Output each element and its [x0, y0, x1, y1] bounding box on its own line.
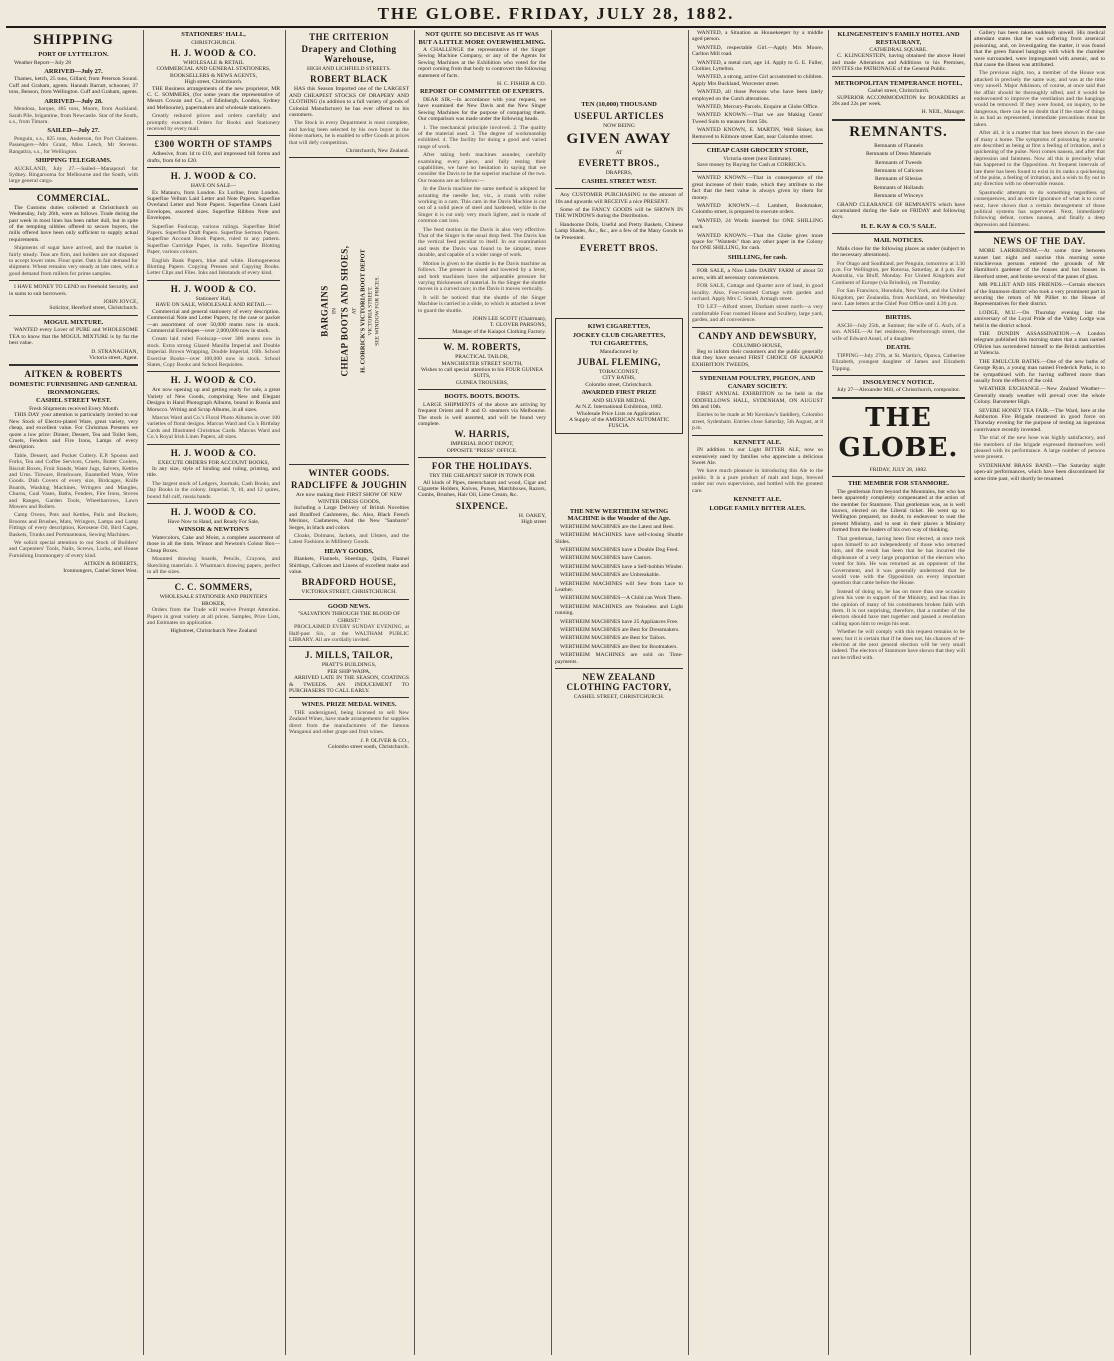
gallery-text: Gallery has been taken suddenly unwell. His medical attendant states that he was suffering from arsenical poisoning, and, on investigating the matter, it was found that the green flannel hangings with which the chamber were surrounded, were impregnated with arsenic, and to that cause the illness was attributed. — [974, 30, 1105, 69]
neil-sign: H. NEIL, Manager. — [921, 109, 965, 116]
wood3-sub: Stationers' Hall, — [195, 295, 232, 302]
kings-street: CATHEDRAL SQUARE. — [869, 47, 928, 53]
roberts-sub2: Wishes to call special attention to his FOUR GUINEA SUITS, — [420, 366, 544, 380]
at-label: AT — [615, 149, 623, 156]
arrived2-text: Mendosa, barque, 485 tons, Moore, from Auckland. Sarah Pile, brigantine, from Newcastle. Star of the South, s.s., from Timaru. — [9, 106, 138, 125]
wertheim-item: WERTHEIM MACHINES are Best for Dressmakers. — [560, 627, 680, 633]
wanted-item: WANTED KNOWN.—That we are Making Gents' Tweed Suits to measure from 50s. — [692, 112, 823, 125]
wanted-known-item: WANTED, 24 Words inserted for ONE SHILLING each. — [692, 217, 823, 231]
news-item-4: THE DUNDIN ASSASSINATION.—A London telegram published this morning states that a man named O'Brien has surrendered himself to the British authorities at Valencia. — [974, 331, 1105, 357]
commercial-filler: Shipments of sugar have arrived, and the market is fairly steady. Teas are firm, and holders are not disposed to accept lower rates. Flour quiet. Oats in fair demand for shipment. Wheat remains very steady at late rates, with a good demand from millers for prime samples. — [9, 245, 138, 277]
wertheim-heading: THE NEW WERTHEIM SEWING MACHINE is the Wonder of the Age. — [567, 507, 671, 523]
aitken-heading: AITKEN & ROBERTS — [24, 369, 123, 380]
stamps-heading: £300 WORTH OF STAMPS — [154, 139, 273, 150]
column-8: Gallery has been taken suddenly unwell. His medical attendant states that he was suffering from arsenical poisoning, and, on investigating the matter, it was found that the green flannel hangings with which the chamber were surrounded, were impregnated with arsenic, and to that cause the illness was attributed. The previous night, too, a member of the House was attacked in precisely the same way, and was at the time very unwell. Major Atkinson, of course, at once said that the affair should be thoroughly sifted, and it would be endeavoured to improve the ventilation and the hangings would be removed. If they were found, on inquiry, to be dangerous, there can be no doubt that if the state of things is as bad as represented, immediate precautions must be taken. After all, it is a matter that has been shown in the case of many a home. The symptoms of poisoning by arsenic are described as being at first a feeling of irritation, and a quickening of the pulse. Next comes nausea, and after that depression and faintness. Now all this is precisely what has happened to the Opposition. At frequent intervals of late there has been found to exist in its ranks a quickening of the pulse, a feeling of irritation, and a wish to fly out in any direction with no observable reason. Spasmodic attempts to do something regardless of consequences, and an entire ignorance of what is to come next, have shown that a certain derangement of those political systems has supervened. Next, immediately following defeat, comes nausea, and finally a deep depression and faintness. NEWS OF THE DAY. MORE LARRIKINISM.—At some time between sunset last night and sunrise this morning some mischievous persons entered the grounds of Mr Hamilton's gardener of the houses and hot houses in Hereford street, and broke several of the panes of glass. MR PILLIET AND HIS FRIENDS.—Certain electors of the Stanmore district who took a very prominent part in securing the return of Mr Pilliet to the House of Representatives for their district. LODGE, M.U.—On Thursday evening last the anniversary of the Loyal Pride of the Valley Lodge was held in the district school. THE DUNDIN ASSASSINATION.—A London telegram published this morning states that a man named O'Brien has surrendered himself to the British authorities at Valencia. THE EMULCUR BATHS.—One of the new baths of George Ryan, a young man named Frederick Parks, is to be sympathised with for having suffered more than usually from the effects of the cold. WEATHER EXCHANGE.—New Zealand Weather—Generally steady weather will prevail over the whole Colony. Barometer High. SEVERE HONEY TEA FAIR.—The Ward, here at the Ashburton Fire Brigade mustered in good force on Thursday evening for the purpose of testing an ingenious contrivance recently invented. The trial of the new hose was highly satisfactory, and the members of the brigade expressed themselves well pleased with its performance. A large number of persons were present. SYDENHAM BRASS BAND.—The Saturday night open-air performances, which have been discontinued for some time past, will shortly be resumed. — [970, 30, 1108, 1355]
heavy-text: Blankets, Flannels, Sheetings, Quilts, Flannel Shirtings, Calicoes and Linens of excellent make and value. — [289, 556, 409, 576]
wertheim-item: WERTHEIM MACHINES have a Double Dog Feed. — [560, 546, 679, 553]
money-sub: Solicitor, Hereford street, Christchurch. — [49, 305, 138, 312]
lodge-heading: LODGE FAMILY BITTER ALES. — [709, 504, 806, 512]
column-4: NOT QUITE SO DECISIVE AS IT WAS BUT A LITTLE MORE OVERWHELMING. A CHALLENGE the representative of the Singer Sewing Machine Company, or any of the Agents for Sewing Machines at the Exhibition who voted for the report coming from that body to controvert the following statement of facts. H. C. FISHER & CO. REPORT OF COMMITTEE OF EXPERTS. DEAR SIR,—In accordance with your request, we have examined the New Davis and the New Singer Sewing Machines for the purpose of comparing them. Our comparison was made under the following heads. 1. The mechanical principle involved. 2. The quality of the material used. 3. The degree of workmanship exhibited. 4. The facility for doing a good and varied range of work. After taking both machines asunder, carefully examining every piece, and fully testing their capabilities, we have no hesitation in saying that we consider the Davis to be the superior machine of the two. Our reasons are as follows:— In the Davis machine the same method is adopted for actuating the needle bar, viz., a crank with roller working in a cam. This cam in the Davis Machine is cut out of a solid piece of steel and hardened, while in the Singer it is cut only very much lighter, and is made of common cast iron. The feed motion in the Davis is also very effective. That of the Singer is the usual drop feed. The Davis has the vertical feed peculiar to itself. In our examination and tests the Davis was found to be simpler, more durable, and capable of a wider range of work. Motion is given to the shuttle in the Davis machine as follows. The presser is raised and lowered by a lever, and both machines have the adjustable pressure for varying thicknesses of material. In the Singer the shuttle moves in a curved race; in the Davis it moves vertically. It will be noticed that the shuttle of the Singer Machine is carried in a slide, to which is attached a lever to guard the shuttle. JOHN LEE SCOTT (Chairman), T. GLOVER PARSONS, Manager of the Kaiapoi Clothing Factory. W. M. ROBERTS, PRACTICAL TAILOR, MANCHESTER STREET SOUTH, Wishes to call special attention to his FOUR GUINEA SUITS, GUINEA TROUSERS, BOOTS. BOOTS. BOOTS. LARGE SHIPMENTS of the above are arriving by frequent Orient and P. and O. steamers via Melbourne. The stock is well assorted, and will be found very complete. W. HARRIS, IMPERIAL BOOT DEPOT, OPPOSITE "PRESS" OFFICE. FOR THE HOLIDAYS. TRY THE CHEAPEST SHOP IN TOWN FOR All kinds of Pipes, meerschaum and wood, Cigar and Cigarette Holders, Knives, Purses, Matchboxes, Razors, Combs, Brushes, Hair Oil, Lime Cream, &c. SIXPENCE. H. OAKEY, High street — [414, 30, 549, 1355]
news-item-5: THE EMULCUR BATHS.—One of the new baths of George Ryan, a young man named Frederick Parks, is to be sympathised with for having suffered more than usually from the effects of the cold. — [974, 358, 1105, 384]
mail-text: Mails close for the following places as under (subject to the necessary alterations). — [832, 245, 965, 259]
wertheim-item: WERTHEIM MACHINES have a Self-bobbin Winder. — [560, 563, 683, 570]
drapers-label: DRAPERS, — [605, 170, 633, 177]
bradford-street: VICTORIA STREET, CHRISTCHURCH. — [301, 589, 397, 596]
winter-heading: WINTER GOODS. — [308, 468, 390, 479]
aitken-subheading: DOMESTIC FURNISHING AND GENERAL IRONMONGERS. — [9, 381, 138, 396]
sale-ad: FOR SALE, a Nice Little DAIRY FARM of about 50 acres, with all necessary conveniences. — [692, 268, 823, 281]
wood4-heading: H. J. WOOD & CO. — [170, 375, 257, 386]
useful-articles: USEFUL ARTICLES — [574, 110, 664, 121]
wood6-heading: H. J. WOOD & CO. — [170, 507, 257, 518]
boots-text: LARGE SHIPMENTS of the above are arriving by frequent Orient and P. and O. steamers via Melbourne. The stock is well assorted, and will be found very complete. — [418, 401, 546, 427]
column-2: STATIONERS' HALL, CHRISTCHURCH. H. J. WOOD & CO. WHOLESALE & RETAIL COMMERCIAL AND GENERAL STATIONERS, BOOKSELLERS & NEWS AGENTS, High street, Christchurch. THE Business arrangements of the new proprietor, MR C. C. SOMMERS, (for some years the representative of Messrs Cowan and Co., of Edinburgh, London, Sydney and Melbourne), papermakers and wholesale stationers. Greatly reduced prices and orders carefully and promptly executed. Orders for Books and Stationery received by every mail. £300 WORTH OF STAMPS Adhesive, from 1d to £10, and impressed bill forms and drafts, from 6d to £20. H. J. WOOD & CO. HAVE ON SALE— Ex Matauru, from London. Ex Lurline, from London. Superfine Vellum Laid Letter and Note Papers. Superfine Overland Letter and Note Papers. Superfine Cream Laid Envelopes, assorted sizes. Superfine Ribbon Note and Envelopes. Superfine Foolscap, various rulings. Superfine Brief Papers. Superfine Draft Papers. Superfine Sermon Papers. Superfine Account Book Papers, ruled to any pattern. Superfine Cartridge Paper, in rolls. Superfine Blotting Paper, various colours. English Bank Papers, blue and white. Homogeneous Blotting Papers. Copying Presses and Copying Books. Letter Clips and Files. Inks and Inkstands of every kind. H. J. WOOD & CO. Stationers' Hall, HAVE ON SALE, WHOLESALE AND RETAIL— Commercial and general stationery of every description. Commercial Note and Letter Papers, by the case or packet—an assortment of over 50,000 reams now in stock. Commercial Envelopes—over 2,000,000 now in stock. Cream laid ruled Foolscap—over 300 reams now in stock. Extra strong Glazed Manilla Imperial and Double Imperial. Brown Wrapping, Double Imperial, 16lb. School Exercise Books—over 100,000 now in stock. School Slates, Copy Books and School Requisites. H. J. WOOD & CO. Are now opening up and getting ready for sale, a great Variety of New Goods, comprising New and Elegant Designs in Hand Photograph Albums, bound in Russia and Morocco. Writing and Scrap Albums, in all sizes. Marcus Ward and Co.'s Floral Photo Albums in over 100 varieties of floral designs. Marcus Ward and Co.'s Birthday Cards and Illustrated Christmas Cards. Marcus Ward and Co.'s Royal Irish Linen Papers, all sizes. H. J. WOOD & CO. EXECUTE ORDERS FOR ACCOUNT BOOKS, In any size, style of binding and ruling, printing, and title. The largest stock of Ledgers, Journals, Cash Books, and Day Books in the colony. Imperial, 9, 10, and 12 quires, bound full calf, russia bands. H. J. WOOD & CO. Have Now to Hand, and Ready For Sale, WINSOR & NEWTON'S Watercolors, Cake and Moist, a complete assortment of those in all the tints. Winsor and Newton's Colour Box—Cheap Boxes. Mounted drawing boards, Pencils, Crayons, and Sketching materials. J. Whatman's drawing papers, perfect in all the sizes. C. C. SOMMERS, WHOLESALE STATIONER AND PRINTER'S BROKER, Orders from the Trade will receive Prompt Attention. Papers in great variety at all prices. Samples, Price Lists, and Estimates on application. Highstreet, Christchurch New Zealand — [143, 30, 283, 1355]
cigarette-ad: KIWI CIGARETTES, JOCKEY CLUB CIGARETTES, TUI CIGARETTES, Manufactured by JUBAL FLEMING, TOBACCONIST, CITY BATHS, Colombo street, Christchurch. AWARDED FIRST PRIZE AND SILVER MEDAL At N.Z. International Exhibition, 1882. Wholesale Price Lists on Application. A Supply of the AMERICAN AUTOMATIC FUSCIA. — [555, 318, 683, 434]
black-sign: Christchurch, New Zealand. — [345, 148, 409, 155]
wood3-text: Commercial and general stationery of every description. Commercial Note and Letter Papers, by the case or packet—an assortment of over 50,000 reams now in stock. Commercial Envelopes—over 2,000,000 now in stock. — [147, 308, 280, 334]
roberts-street: MANCHESTER STREET SOUTH, — [441, 360, 523, 367]
commercial-heading: COMMERCIAL. — [36, 192, 111, 203]
news-item-2: MR PILLIET AND HIS FRIENDS.—Certain electors of the Stanmore district who took a very prominent part in securing the return of Mr Pilliet to the House of Representatives for their district. — [974, 282, 1105, 308]
wertheim-item: WERTHEIM MACHINES have self-closing Shuttle Slides. — [555, 532, 683, 545]
news-heading: NEWS OF THE DAY. — [993, 236, 1086, 247]
sydenham-text: FIRST ANNUAL EXHIBITION to be held in the ODDFELLOWS HALL, SYDENHAM, ON AUGUST 9th and 10th. — [692, 391, 823, 411]
wood-text: THE Business arrangements of the new proprietor, MR C. C. SOMMERS, (for some years the representative of Messrs Cowan and Co., of Edinburgh, London, Sydney and Melbourne), papermakers and wholesale stationers. — [147, 85, 280, 111]
remnants-item: Remnants of Calicoes — [873, 167, 924, 174]
remnants-item: Remnants of Dress Materials — [865, 151, 932, 158]
kennett-heading: KENNETT ALE. — [733, 438, 782, 446]
parsons-sub: Manager of the Kaiapoi Clothing Factory. — [452, 328, 546, 335]
wanted-item: WANTED, all those Persons who have been lately employed on the Cutch alterations. — [692, 89, 823, 102]
stamps-text: Adhesive, from 1d to £10, and impressed bill forms and drafts, from 6d to £20. — [147, 151, 280, 164]
member-heading: THE MEMBER FOR STANMORE. — [848, 480, 949, 488]
insolvency-heading: INSOLVENCY NOTICE. — [862, 378, 935, 386]
sailed-heading: SAILED—July 27. — [47, 127, 100, 135]
remnants-item: Remnants of Tweeds — [875, 159, 922, 166]
arrived2-heading: ARRIVED—July 28. — [44, 97, 103, 105]
wood5-heading: H. J. WOOD & CO. — [170, 447, 257, 458]
wood2-text: Ex Matauru, from London. Ex Lurline, from London. Superfine Vellum Laid Letter and Note Papers. Superfine Overland Letter and Note Papers. Superfine Cream Laid Envelopes, assorted sizes. Superfine Ribbon Note and Envelopes. — [147, 189, 280, 222]
nz-clothing-street: CASHEL STREET, CHRISTCHURCH. — [573, 694, 665, 701]
arrived-heading: ARRIVED—July 27. — [44, 67, 103, 75]
wertheim-item: WERTHEIM MACHINES are Best for Tailors. — [560, 635, 667, 642]
straughan-sub: Victoria street, Agent. — [88, 355, 138, 361]
column-5 — [551, 30, 686, 1355]
wertheim-item: WERTHEIM MACHINES are Noiseless and Light running. — [555, 603, 683, 617]
metropolitan-heading: METROPOLITAN TEMPERANCE HOTEL, — [834, 79, 963, 87]
telegrams-heading: SHIPPING TELEGRAMS. — [35, 157, 112, 165]
wanted-list — [692, 30, 823, 140]
sommers-street: Highstreet, Christchurch New Zealand — [170, 628, 257, 635]
the-globe-title: THE GLOBE. — [838, 402, 959, 463]
aitken-sign-sub: Ironmongers, Cashel Street West. — [63, 567, 138, 574]
parsons-sign: T. GLOVER PARSONS, — [490, 322, 546, 329]
black-heading: ROBERT BLACK — [310, 74, 388, 85]
commercial-text: The Customs duties collected at Christchurch on Wednesday, July 26th, were as follows. Trade during the past week in most lines has been rather dull, but in spite of the tempting nibbles offered to secure buyers, the mills offered have been only sufficient to supply actual requirements. — [9, 204, 138, 243]
boots-heading: BOOTS. BOOTS. BOOTS. — [444, 393, 520, 401]
wood-sub2: COMMERCIAL AND GENERAL STATIONERS, — [156, 66, 271, 73]
cheap-grocery-heading: CHEAP CASH GROCERY STORE, — [706, 147, 809, 155]
column-6: WANTED, a Situation as Housekeeper by a middle aged person. WANTED, respectable Girl.—Apply Mrs Moore, Carlton Mill road. WANTED, a metal cart, age 14. Apply to G. E. Fuller, Clothier, Lyttelton. WANTED, a strong, active Girl accustomed to children. Apply Mrs Buckland, Worcester street. WANTED, all those Persons who have been lately employed on the Cutch alterations. WANTED, Mercury-Parcels. Enquire at Globe Office. WANTED KNOWN.—That we are Making Gents' Tweed Suits to measure from 50s. WANTED KNOWN, E. MARTIN, Well Sinker, has Removed to Kilmore street East, near Colombo street. CHEAP CASH GROCERY STORE, Victoria street (next Estimate). Save money by Buying for Cash at CORRICK's. WANTED KNOWN.—That in consequence of the great increase of their trade, which they attribute to the fact that the best value is always given by them for money. WANTED KNOWN.—J. Lambert, Bookmaker, Colombo street, is prepared to execute orders. WANTED, 24 Words inserted for ONE SHILLING each. WANTED KNOWN.—That the Globe gives more space for "Wanteds" than any other paper in the Colony for ONE SHILLING, for cash. SHILLING, for cash. FOR SALE, a Nice Little DAIRY FARM of about 50 acres, with all necessary conveniences. FOR SALE, Cottage and Quarter acre of land, in good locality. Also, Four-roomed Cottage with garden and orchard. Apply Mrs C. Smith, Armagh street. TO LET—Alford street, Durham street north—a very comfortable Four roomed House and Scullery, large yard, garden, and all convenience. CANDY AND DEWSBURY, COLUMBO HOUSE, Beg to inform their customers and the public generally that they have secured FIRST CHOICE OF KAIAPOI EXHIBITION TWEEDS, SYDENHAM POULTRY, PIGEON, AND CANARY SOCIETY. FIRST ANNUAL EXHIBITION to be held in the ODDFELLOWS HALL, SYDENHAM, ON AUGUST 9th and 10th. Entries to be made at Mr Kershaw's Saddlery, Colombo street, Sydenham. Entries close Saturday, 5th August, at 8 p.m. KENNETT ALE. IN addition to our Light BITTER ALE, now so extensively used by families who appreciate a delicious Sweet Ale. We have much pleasure in introducing this Ale to the public. It is a pure product of malt and hops, brewed under our own supervision, and bottled with the greatest care. KENNETT ALE. LODGE FAMILY BITTER ALES. — [688, 30, 826, 1355]
aitken-filler: Table, Dessert, and Pocket Cutlery. E.P. Spoons and Forks, Tea and Coffee Services, Cruets, Butter Coolers, Biscuit Boxes, Fruit Stands, Water Jugs, Salvers, Kettles and Urns. Tinware, Brushware, Enamelled Ware, Wire Goods. Dish Covers of every size, Birdcages, Knife Boards, Washing Machines, Wringers and Mangles, Churns, Coal Vases, Baths, Fenders, Fire Irons, Stoves and Ranges, Garden Tools, Wheelbarrows, Lawn Mowers and Rollers. — [9, 452, 138, 510]
remnants-item: Remnants of Winceys — [873, 193, 924, 200]
corrick-depot: H. CORRICK'S VICTORIA BOOT DEPOT — [359, 249, 367, 374]
stationers-city: CHRISTCHURCH. — [191, 39, 236, 46]
wines-sign-sub: Colombo street south, Christchurch. — [328, 743, 409, 750]
kennett-text: IN addition to our Light BITTER ALE, now so extensively used by families who appreciate a delicious Sweet Ale. — [692, 447, 823, 466]
masthead: THE GLOBE. FRIDAY, JULY 28, 1882. — [6, 4, 1106, 28]
harris-street: OPPOSITE "PRESS" OFFICE. — [446, 447, 518, 454]
insolvency-text: July 27—Alexander Mill, of Christchurch, compositor. — [837, 387, 961, 394]
known-list — [692, 175, 823, 251]
wertheim-item: WERTHEIM MACHINES have Castors. — [560, 555, 652, 562]
wood-heading: H. J. WOOD & CO. — [170, 47, 257, 58]
cheap-grocery-text: Save money by Buying for Cash at CORRICK's. — [697, 162, 807, 168]
wanted-item: WANTED KNOWN, E. MARTIN, Well Sinker, has Removed to Kilmore street East, near Colombo street. — [692, 127, 823, 140]
remnants-item: Remnants of Silesias — [875, 176, 922, 183]
holidays-heading: FOR THE HOLIDAYS. — [431, 461, 533, 472]
news-item-6: WEATHER EXCHANGE.—New Zealand Weather—Generally steady weather will prevail over the whole Colony. Barometer High. — [974, 386, 1105, 406]
births-heading: BIRTHS. — [885, 314, 912, 322]
oakey-street: High street — [521, 519, 546, 526]
stationers-hall: STATIONERS' HALL, — [181, 31, 246, 38]
wanted-item: WANTED, a metal cart, age 14. Apply to G. E. Fuller, Clothier, Lyttelton. — [692, 59, 823, 73]
money-name: JOHN JOYCE, — [103, 299, 138, 306]
weather-report: Weather Report—July 28 — [14, 59, 72, 66]
holidays-sub: TRY THE CHEAPEST SHOP IN TOWN FOR — [429, 473, 535, 480]
aitken-fresh: Fresh Shipments received Every Month — [29, 405, 118, 412]
wertheim-item: WERTHEIM MACHINES are Best for Bootmakers. — [560, 643, 678, 650]
wines-heading: WINES. PRIZE MEDAL WINES. — [301, 701, 397, 709]
wanted-known-item: WANTED KNOWN.—That in consequence of the great increase of their trade, which they attribute to the fact that the best value is always given by them for money. — [692, 175, 823, 201]
wood-sub3: BOOKSELLERS & NEWS AGENTS, — [169, 72, 258, 79]
aitken-sign: AITKEN & ROBERTS, — [83, 561, 138, 568]
klingenstein-text: C. KLINGENSTEIN, having obtained the above Hotel and made Alterations and Additions to his Premises, INVITES the PATRONAGE of the General Public. — [832, 53, 965, 73]
column-1: SHIPPING PORT OF LYTTELTON. Weather Report—July 28 ARRIVED—July 27. Thames, ketch, 25 tons, Gillard, from Peterson Sound. Cuff and Graham, agents. Hannah Barratt, schooner, 37 tons, Benson, from Wellington. Cuff and Graham, agents. ARRIVED—July 28. Mendosa, barque, 485 tons, Moore, from Auckland. Sarah Pile, brigantine, from Newcastle. Star of the South, s.s., from Timaru. SAILED—July 27. Penguin, s.s., 825 tons, Anderson, for Port Chalmers. Passengers—Mrs Grant, Miss Leech, Mr Stevens. Rangatira, s.s., for Wellington. SHIPPING TELEGRAMS. AUCKLAND, July 27.—Sailed—Manapouri for Sydney. Ringarooma for Melbourne and the South, with large general cargo. COMMERCIAL. The Customs duties collected at Christchurch on Wednesday, July 26th, were as follows. Trade during the past week in most lines has been rather dull, but in spite of the tempting nibbles offered to secure buyers, the mills offered have been only sufficient to supply actual requirements. Shipments of sugar have arrived, and the market is fairly steady. Teas are firm, and holders are not disposed to accept lower rates. Flour quiet. Oats in fair demand for shipment. Wheat remains very steady at late rates, with a good demand from millers for prime samples. I HAVE MONEY TO LEND on Freehold Security, and in sums to suit borrowers. JOHN JOYCE, Solicitor, Hereford street, Christchurch. MOGUL MIXTURE. WANTED every Lover of PURE and WHOLESOME TEA to know that the MOGUL MIXTURE is by far the best value. D. STRANAGHAN, Victoria street, Agent. AITKEN & ROBERTS DOMESTIC FURNISHING AND GENERAL IRONMONGERS. CASHEL STREET WEST. Fresh Shipments received Every Month THIS DAY your attention is particularly invited to our New Stock of Electro-plated Ware, great variety, very cheap, and excellent value. For Christmas Presents we quote a low price: Dinner, Dessert, Tea and Toilet Sets, Cruets, Fenders and Fire Irons, Lamps of every description. Table, Dessert, and Pocket Cutlery. E.P. Spoons and Forks, Tea and Coffee Services, Cruets, Butter Coolers, Biscuit Boxes, Fruit Stands, Water Jugs, Salvers, Kettles and Urns. Tinware, Brushware, Enamelled Ware, Wire Goods. Dish Covers of every size, Birdcages, Knife Boards, Washing Machines, Wringers and Mangles, Churns, Coal Vases, Baths, Fenders, Fire Irons, Stoves and Ranges, Garden Tools, Wheelbarrows, Lawn Mowers and Rollers. Camp Ovens, Pots and Kettles, Pails and Buckets, Brooms and Brushes, Mats, Wringers, Lamps and Lamp Fittings of every description, Kerosene Oil, Bird Cages, Baskets, Trunks and Portmanteaus, Sewing Machines. We solicit special attention to our Stock of Builders' and Carpenters' Tools, Nails, Screws, Locks, and House Furnishing Ironmongery of every kind. AITKEN & ROBERTS, Ironmongers, Cashel Street West. — [9, 32, 138, 574]
remnants-item: Remnants of Flannels — [874, 142, 923, 149]
wanted-item: WANTED, a strong, active Girl accustomed to children. Apply Mrs Buckland, Worcester street. — [692, 74, 823, 87]
everett-heading-2: EVERETT BROS. — [579, 243, 659, 254]
wanted-known-item: WANTED KNOWN.—That the Globe gives more space for "Wanteds" than any other paper in the Colony for ONE SHILLING, for cash. — [692, 232, 823, 252]
radcliffe-sub: Are now making their FIRST SHOW OF NEW WINTER DRESS GOODS, — [295, 492, 403, 505]
criterion-street: HIGH AND LICHFIELD STREETS. — [307, 66, 391, 72]
kay-sale: H. E. KAY & CO.'S SALE. — [860, 222, 937, 230]
wood5-sub: EXECUTE ORDERS FOR ACCOUNT BOOKS, — [157, 459, 269, 466]
good-news: GOOD NEWS. — [327, 602, 371, 610]
wertheim-item: WERTHEIM MACHINES are sold on Time-payments. — [555, 652, 683, 665]
wood5-text: In any size, style of binding and ruling, printing, and title. — [147, 466, 280, 479]
remnants-heading: REMNANTS. — [849, 123, 948, 140]
globe-date: FRIDAY, JULY 28, 1882. — [869, 466, 928, 473]
heavy-heading: HEAVY GOODS, — [324, 547, 374, 555]
boot-depot-ad: BARGAINS IN CHEAP BOOTS AND SHOES, AT H. CORRICK'S VICTORIA BOOT DEPOT VICTORIA STREET. SEE WINDOW FOR PRICES. — [289, 161, 409, 461]
wood4-text: Are now opening up and getting ready for sale, a great Variety of New Goods, comprising New and Elegant Designs in Hand Photograph Albums, bound in Russia and Morocco. Writing and Scrap Albums, in all sizes. — [147, 387, 280, 413]
testimonial-text: DEAR SIR,—In accordance with your request, we have examined the New Davis and the New Singer Sewing Machines for the purpose of comparing them. Our comparison was made under the following heads. — [418, 96, 546, 123]
jubal-fleming: JUBAL FLEMING, — [577, 356, 661, 367]
criterion-heading: THE CRITERION — [309, 32, 389, 42]
wertheim-item: WERTHEIM MACHINES—A Child can Work Them. — [560, 595, 683, 602]
column-7: KLINGENSTEIN'S FAMILY HOTEL AND RESTAURANT, CATHEDRAL SQUARE. C. KLINGENSTEIN, having obtained the above Hotel and made Alterations and Additions to his Premises, INVITES the PATRONAGE of the General Public. METROPOLITAN TEMPERANCE HOTEL, Cashel street, Christchurch. SUPERIOR ACCOMMODATION for BOARDERS at 20s and 22s per week. H. NEIL, Manager. REMNANTS. Remnants of Flannels Remnants of Dress Materials Remnants of Tweeds Remnants of Calicoes Remnants of Silesias Remnants of Hollands Remnants of Winceys GRAND CLEARANCE OF REMNANTS which have accumulated during the Sale on FRIDAY and following days. H. E. KAY & CO.'S SALE. MAIL NOTICES. Mails close for the following places as under (subject to the necessary alterations). For Otago and Southland, per Penguin, tomorrow at 3.30 p.m. For Wellington, per Rotorua, Saturday, at 4 p.m. For Australia, via Bluff, Monday. For United Kingdom and Continent of Europe (via Brindisi), on Thursday. For San Francisco, Honolulu, New York, and the United Kingdom, per Zealandia, from Auckland, on Wednesday next. Late letters at the Chief Post Office until 4.30 p.m. BIRTHS. ASCH—July 25th, at Sumner, the wife of G. Asch, of a son. ANSEL—At her residence, Peterborough street, the wife of Edward Ansel, of a daughter. DEATH. TIPPING—July 27th, at St. Martin's, Opawa, Catherine Elizabeth, youngest daughter of James and Elizabeth Tipping. INSOLVENCY NOTICE. July 27—Alexander Mill, of Christchurch, compositor. THE GLOBE. FRIDAY, JULY 28, 1882. THE MEMBER FOR STANMORE. The gentleman from beyond the Mountains, but who has been apparently completely compensated at the action of the member for Stanmore. That gentleman was, as is well known, elected on the Liberal ticket. He went up to Wellington prepared, no doubt, to endeavour to oust the present Ministry, and to seat in their places a Ministry formed from the leaders of his own way of thinking. That gentleman, having been first elected, at once took upon himself to act independently of those who returned him, and the result has been that he has incurred the displeasure of a very large proportion of the electors who voted for him. He was returned as an opponent of the Government, and it was generally understood that he would vote with the Opposition on every important question that came before the House. Instead of doing so, he has on more than one occasion given his vote in support of the Ministry, and has thus in the opinion of many of his constituents broken faith with them. It is not surprising, therefore, that a number of the electors should have met together and passed a resolution calling upon him to resign his seat. Whether he will comply with this request remains to be seen; but it is certain that if he does not, his chances of re-election at the next general election will be very small indeed. The electors of Stanmore have shown that they will not be trifled with. — [828, 30, 968, 1355]
harris-sub: IMPERIAL BOOT DEPOT, — [450, 441, 514, 448]
wanted-item: WANTED, respectable Girl.—Apply Mrs Moore, Carlton Mill road. — [692, 44, 823, 58]
winsor-heading: WINSOR & NEWTON'S — [178, 526, 249, 534]
mogul-text: WANTED every Lover of PURE and WHOLESOME TEA to know that the MOGUL MIXTURE is by far the best value. — [9, 327, 138, 347]
news-item-1: MORE LARRIKINISM.—At some time between sunset last night and sunrise this morning some mischievous persons entered the grounds of Mr Hamilton's gardener of the houses and hot houses in Hereford street, and broke several of the panes of glass. — [974, 248, 1105, 280]
sailed-text: Penguin, s.s., 825 tons, Anderson, for Port Chalmers. Passengers—Mrs Grant, Miss Leech, Mr Stevens. Rangatira, s.s., for Wellington. — [9, 135, 138, 155]
telegrams-text: AUCKLAND, July 27.—Sailed—Manapouri for Sydney. Ringarooma for Melbourne and the South, with large general cargo. — [9, 165, 138, 185]
wood2-heading: H. J. WOOD & CO. — [170, 171, 257, 182]
wanted-item: WANTED, a Situation as Housekeeper by a middle aged person. — [692, 30, 823, 43]
fisher-sign: H. C. FISHER & CO. — [497, 81, 546, 88]
news-item-7: SEVERE HONEY TEA FAIR.—The Ward, here at the Ashburton Fire Brigade mustered in good force on Thursday evening for the purpose of testing an ingenious contrivance recently invented. — [974, 407, 1105, 433]
challenge-top: NOT QUITE SO DECISIVE AS IT WAS BUT A LITTLE MORE OVERWHELMING. — [418, 31, 546, 46]
sixpence-heading: SIXPENCE. — [455, 500, 509, 511]
salvation: "SALVATION THROUGH THE BLOOD OF CHRIST." — [297, 611, 401, 624]
wood-sub: WHOLESALE & RETAIL — [183, 59, 244, 66]
wanted-item: WANTED, Mercury-Parcels. Enquire at Globe Office. — [697, 104, 819, 111]
given-away: GIVEN AWAY — [566, 130, 672, 147]
wertheim-item: WERTHEIM MACHINES will Sew from Lace to Leather. — [555, 580, 683, 593]
aitken-text: THIS DAY your attention is particularly invited to our New Stock of Electro-plated Ware, great variety, very cheap, and excellent value. For Christmas Presents we quote a low price: Dinner, Dessert, Tea and Toilet Sets, Cruets, Fenders and Fire Irons, Lamps of every description. — [9, 412, 138, 451]
wines-sign: J. P. OLIVER & CO., — [360, 737, 409, 744]
kennett-heading-2: KENNETT ALE. — [733, 496, 782, 504]
newspaper-page — [6, 30, 1108, 1355]
challenge-text: A CHALLENGE the representative of the Singer Sewing Machine Company, or any of the Agents for Sewing Machines at the Exhibition who voted for the report coming from that body to controvert the following statement of facts. — [418, 47, 546, 79]
wood6-sub: Have Now to Hand, and Ready For Sale, — [167, 519, 260, 526]
lee-sign: JOHN LEE SCOTT (Chairman), — [472, 315, 546, 322]
roberts-sub3: GUINEA TROUSERS, — [455, 379, 509, 386]
sommers-sub: WHOLESALE STATIONER AND PRINTER'S BROKER, — [159, 594, 268, 607]
customer-text: Any CUSTOMER PURCHASING to the amount of 10s and upwards will RECEIVE a nice PRESENT. — [555, 192, 683, 205]
remnants-item: Remnants of Hollands — [873, 184, 924, 191]
column-3: THE CRITERION Drapery and Clothing Warehouse, HIGH AND LICHFIELD STREETS. ROBERT BLACK HAS this Season Imported one of the LARGEST AND CHEAPEST STOCKS OF DRAPERY AND CLOTHING (in addition to a full variety of goods of Colonial Manufacture) he has ever offered to his customers. The Stock in every Department is most complete, and having been selected by his own buyer in the Home markets, he is enabled to offer Goods at prices that will defy competition. Christchurch, New Zealand. BARGAINS IN CHEAP BOOTS AND SHOES, AT H. CORRICK'S VICTORIA BOOT DEPOT VICTORIA STREET. SEE WINDOW FOR PRICES. WINTER GOODS. RADCLIFFE & JOUGHIN Are now making their FIRST SHOW OF NEW WINTER DRESS GOODS, Including a Large Delivery of British Novelties and Bradford Cashmeres, &c. Also, Black French Merinos, Cashmeres, And the New "Sanbarre" Serges, in black and colors. Cloaks, Dolmans, Jackets, and Ulsters, and the Latest Fashions in Millinery Goods. HEAVY GOODS, Blankets, Flannels, Sheetings, Quilts, Flannel Shirtings, Calicoes and Linens of excellent make and value. BRADFORD HOUSE, VICTORIA STREET, CHRISTCHURCH. GOOD NEWS. "SALVATION THROUGH THE BLOOD OF CHRIST." PROCLAIMED EVERY SUNDAY EVENING, at Half-past Six, at the WALTHAM PUBLIC LIBRARY. All are cordially invited. J. MILLS, TAILOR, PRATT'S BUILDINGS, PER SHIP WAIPA, ARRIVED LATE IN THE SEASON, COATINGS & TWEEDS. AN INDUCEMENT TO PURCHASERS TO CALL EARLY. WINES. PRIZE MEDAL WINES. THE undersigned, being licensed to sell New Zealand Wines, have made arrangements for supplies direct from the manufacturers of the famous Wanganui and other grape and fruit wines. J. P. OLIVER & CO., Colombo street south, Christchurch. — [285, 30, 412, 1355]
grand-clearance: GRAND CLEARANCE OF REMNANTS which have accumulated during the Sale on FRIDAY and following days. — [832, 201, 965, 221]
candy-sub: COLUMBO HOUSE, — [732, 342, 783, 349]
roberts-sub: PRACTICAL TAILOR, — [455, 354, 509, 361]
mail-heading: MAIL NOTICES. — [873, 237, 924, 245]
cashel-street: CASHEL STREET WEST. — [581, 177, 657, 185]
holidays-text: All kinds of Pipes, meerschaum and wood, Cigar and Cigarette Holders, Knives, Purses, Matchboxes, Razors, Combs, Brushes, Hair Oil, Lime Cream, &c. — [418, 479, 546, 499]
shipping-heading: SHIPPING — [33, 32, 114, 48]
wood2-sub: HAVE ON SALE— — [190, 183, 237, 190]
straughan-name: D. STRANAGHAN, — [91, 348, 138, 355]
cheap-boots-heading: CHEAP BOOTS AND SHOES, — [339, 245, 350, 377]
wertheim-item: WERTHEIM MACHINES have 25 Appliances Free. — [560, 618, 679, 625]
roberts-heading: W. M. ROBERTS, — [443, 342, 521, 353]
winsor-text: Watercolors, Cake and Moist, a complete assortment of those in all the tints. Winsor and Newton's Colour Box—Cheap Boxes. — [147, 534, 280, 554]
wood3-heading: H. J. WOOD & CO. — [170, 283, 257, 294]
now-being: NOW BEING — [603, 122, 635, 129]
harris-heading: W. HARRIS, — [454, 429, 510, 440]
news-item-3: LODGE, M.U.—On Thursday evening last the anniversary of the Loyal Pride of the Valley Lodge was held in the district school. — [974, 309, 1105, 329]
criterion-sub: Drapery and Clothing Warehouse, — [301, 44, 397, 64]
death-heading: DEATH. — [886, 344, 911, 352]
dolls-text: Handsome Dolls, Useful and Pretty Baskets, Chinese Lamp Shades, &c., &c., are a few of the Many Goods to be Presented. — [555, 221, 683, 241]
superior-text: SUPERIOR ACCOMMODATION for BOARDERS at 20s and 22s per week. — [832, 94, 965, 107]
ten-thousand: TEN (10,000) THOUSAND — [581, 101, 657, 108]
shilling-label: SHILLING, for cash. — [727, 253, 788, 261]
radcliffe-heading: RADCLIFFE & JOUGHIN — [290, 480, 407, 491]
member-text: The gentleman from beyond the Mountains, but who has been apparently completely compensated at the action of the member for Stanmore. That gentleman was, as is well known, elected on the Liberal ticket. He went up to Wellington prepared, no doubt, to endeavour to oust the present Ministry, and to seat in their places a Ministry formed from the leaders of his own way of thinking. — [832, 488, 965, 534]
aitken-street: CASHEL STREET WEST. — [36, 397, 111, 405]
cheap-grocery-street: Victoria street (next Estimate). — [723, 155, 792, 162]
sommers-heading: C. C. SOMMERS, — [174, 582, 253, 593]
port-heading: PORT OF LYTTELTON. — [38, 51, 109, 58]
mills-heading: J. MILLS, TAILOR, — [305, 650, 393, 661]
wanted-known-item: WANTED KNOWN.—J. Lambert, Bookmaker, Colombo street, is prepared to execute orders. — [692, 203, 823, 216]
wertheim-item: WERTHEIM MACHINES are Unbreakable. — [560, 572, 661, 579]
fancy-text: Some of the FANCY GOODS will be SHOWN IN THE WINDOWS during the Distribution. — [555, 207, 683, 220]
mills-sub2: PER SHIP WAIPA, — [327, 668, 371, 675]
news-item-8: SYDENHAM BRASS BAND.—The Saturday night open-air performances, which have been discontinued for some time past, will shortly be resumed. — [974, 462, 1105, 482]
metropolitan-street: Cashel street, Christchurch. — [867, 88, 930, 95]
nz-clothing-heading: NEW ZEALAND CLOTHING FACTORY, — [566, 672, 672, 693]
mills-sub: PRATT'S BUILDINGS, — [321, 662, 377, 669]
black-text: HAS this Season Imported one of the LARGEST AND CHEAPEST STOCKS OF DRAPERY AND CLOTHING (in addition to a full variety of goods of Colonial Manufacture) he has ever offered to his customers. — [289, 86, 409, 119]
kings-heading: KLINGENSTEIN'S FAMILY HOTEL AND RESTAURANT, — [837, 31, 960, 46]
sydenham-heading: SYDENHAM POULTRY, PIGEON, AND CANARY SOCIETY. — [699, 375, 816, 390]
radcliffe-text: Including a Large Delivery of British Novelties and Bradford Cashmeres, &c. Also, Black French Merinos, Cashmeres, And the New "Sanbarre" Serges, in black and colors. — [289, 505, 409, 531]
arrived-text: Thames, ketch, 25 tons, Gillard, from Peterson Sound. Cuff and Graham, agents. Hannah Barratt, schooner, 37 tons, Benson, from Wellington. Cuff and Graham, agents. — [9, 76, 138, 96]
candy-heading: CANDY AND DEWSBURY, — [698, 330, 817, 341]
money-ad: I HAVE MONEY TO LEND on Freehold Security, and in sums to suit borrowers. — [9, 284, 138, 297]
mills-text: ARRIVED LATE IN THE SEASON, COATINGS & TWEEDS. AN INDUCEMENT TO PURCHASERS TO CALL EARLY. — [289, 675, 409, 694]
bradford-heading: BRADFORD HOUSE, — [301, 577, 397, 588]
everett-heading: EVERETT BROS., — [578, 158, 660, 169]
remnants-list — [832, 143, 965, 200]
wood3-sub2: HAVE ON SALE, WHOLESALE AND RETAIL— — [155, 302, 272, 309]
testimonial-heading: REPORT OF COMMITTEE OF EXPERTS. — [419, 88, 545, 96]
bargains-heading: BARGAINS — [319, 285, 330, 338]
mogul-heading: MOGUL MIXTURE. — [43, 318, 104, 326]
wertheim-item: WERTHEIM MACHINES are the Latest and Best. — [560, 523, 675, 530]
oakey-sign: H. OAKEY, — [518, 512, 546, 519]
candy-text: Beg to inform their customers and the public generally that they have secured FIRST CHOICE OF KAIAPOI EXHIBITION TWEEDS, — [692, 349, 823, 368]
wertheim-list — [555, 524, 683, 665]
wood-street: High street, Christchurch. — [184, 79, 243, 86]
